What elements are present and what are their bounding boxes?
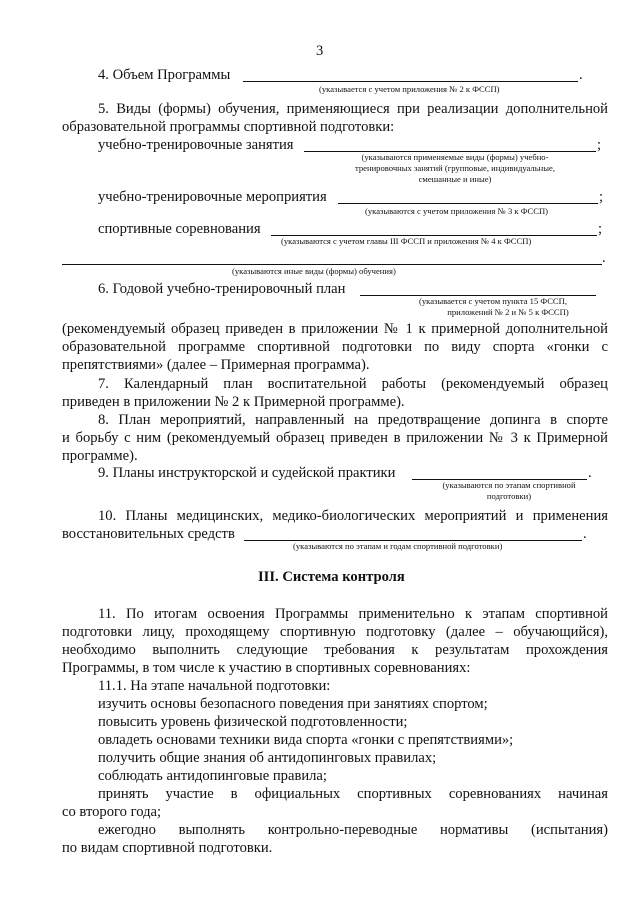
item5-a-note-line3: смешанные и иные) [418,174,492,184]
requirement-3: овладеть основами техники вида спорта «гонки с препятствиями»; [98,732,514,748]
item5-c-note: (указываются с учетом главы III ФССП и приложения № 4 к ФССП) [281,236,532,246]
requirement-7-line1: ежегодно выполнять контрольно-переводные нормативы (испытания) [98,822,608,838]
item6-note-line1: (указывается с учетом пункта 15 ФССП, [418,296,568,306]
item5-a-note-line1: (указываются применяемые виды (формы) учебно- [361,152,549,162]
item7-line1: 7. Календарный план воспитательной работы (рекомендуемый образец [98,376,608,392]
item9-note-line1: (указываются по этапам спортивной [442,480,576,490]
item5-b-label: учебно-тренировочные мероприятия [98,189,327,205]
requirement-7-line2: по видам спортивной подготовки. [62,840,273,856]
paragraph-11-line3: необходимо выполнить следующие требования к результатам прохождения [62,642,608,658]
item5-a-note-line2: тренировочных занятий (групповые, индивидуальные, [355,163,555,173]
item5-a-note [330,152,580,185]
paragraph-11-line2: подготовки лицу, проходящему спортивную подготовку (далее – обучающийся), [62,624,608,640]
item4-blank-line [243,81,578,82]
requirement-6-line2: со второго года; [62,804,162,820]
item6-label: 6. Годовой учебно-тренировочный план [98,281,346,297]
item6-line3: препятствиями» (далее – Примерная программа). [62,357,370,373]
paragraph-11-line4: Программы, в том числе к участию в спортивных соревнованиях: [62,660,471,676]
item4-label: 4. Объем Программы [98,67,231,83]
item6-line2: образовательной программе спортивной подготовки по виду спорта «гонки с [62,339,608,355]
item5-b-end: ; [599,189,604,205]
item5-b-note: (указываются с учетом приложения № 3 к ФССП) [365,206,549,216]
item7-line2: приведен в приложении № 2 к Примерной программе). [62,394,405,410]
item5-line2: образовательной программы спортивной подготовки: [62,119,395,135]
item5-c-end: ; [598,221,603,237]
paragraph-11-line1: 11. По итогам освоения Программы применительно к этапам спортивной [98,606,608,622]
requirement-5: соблюдать антидопинговые правила; [98,768,327,784]
item10-end: . [583,526,587,542]
requirement-1: изучить основы безопасного поведения при занятиях спортом; [98,696,488,712]
item10-note: (указываются по этапам и годам спортивной подготовки) [293,541,503,551]
item6-note [388,296,598,318]
item9-note-line2: подготовки) [486,491,532,501]
page-number: 3 [316,43,324,59]
item9-end: . [588,465,592,481]
item5-d-blank-line [62,264,602,265]
item5-d-note: (указываются иные виды (формы) обучения) [232,266,396,276]
section-heading: III. Система контроля [258,569,405,585]
item5-d-end: . [602,250,606,266]
item5-line1: 5. Виды (формы) обучения, применяющиеся при реализации дополнительной [98,101,608,117]
item5-a-end: ; [597,137,602,153]
item10-label: восстановительных средств [62,526,235,542]
item9-label: 9. Планы инструкторской и судейской практики [98,465,396,481]
item5-b-blank-line [338,203,598,204]
item6-note-line2: приложений № 2 и № 5 к ФССП) [447,307,569,317]
paragraph-11-1: 11.1. На этапе начальной подготовки: [98,678,331,694]
item6-line1: (рекомендуемый образец приведен в приложении № 1 к примерной дополнительной [62,321,608,337]
item4-end: . [579,67,583,83]
item8-line1: 8. План мероприятий, направленный на предотвращение допинга в спорте [98,412,608,428]
requirement-2: повысить уровень физической подготовленности; [98,714,408,730]
requirement-6-line1: принять участие в официальных спортивных соревнованиях начиная [98,786,608,802]
item5-a-label: учебно-тренировочные занятия [98,137,294,153]
item9-note [420,480,598,502]
item10-line1: 10. Планы медицинских, медико-биологических мероприятий и применения [98,508,608,524]
item8-line2: и борьбу с ним (рекомендуемый образец приведен в приложении № 3 к Примерной [62,430,608,446]
item5-c-label: спортивные соревнования [98,221,261,237]
item8-line3: программе). [62,448,138,464]
item4-note: (указывается с учетом приложения № 2 к ФССП) [319,84,500,94]
requirement-4: получить общие знания об антидопинговых правилах; [98,750,437,766]
